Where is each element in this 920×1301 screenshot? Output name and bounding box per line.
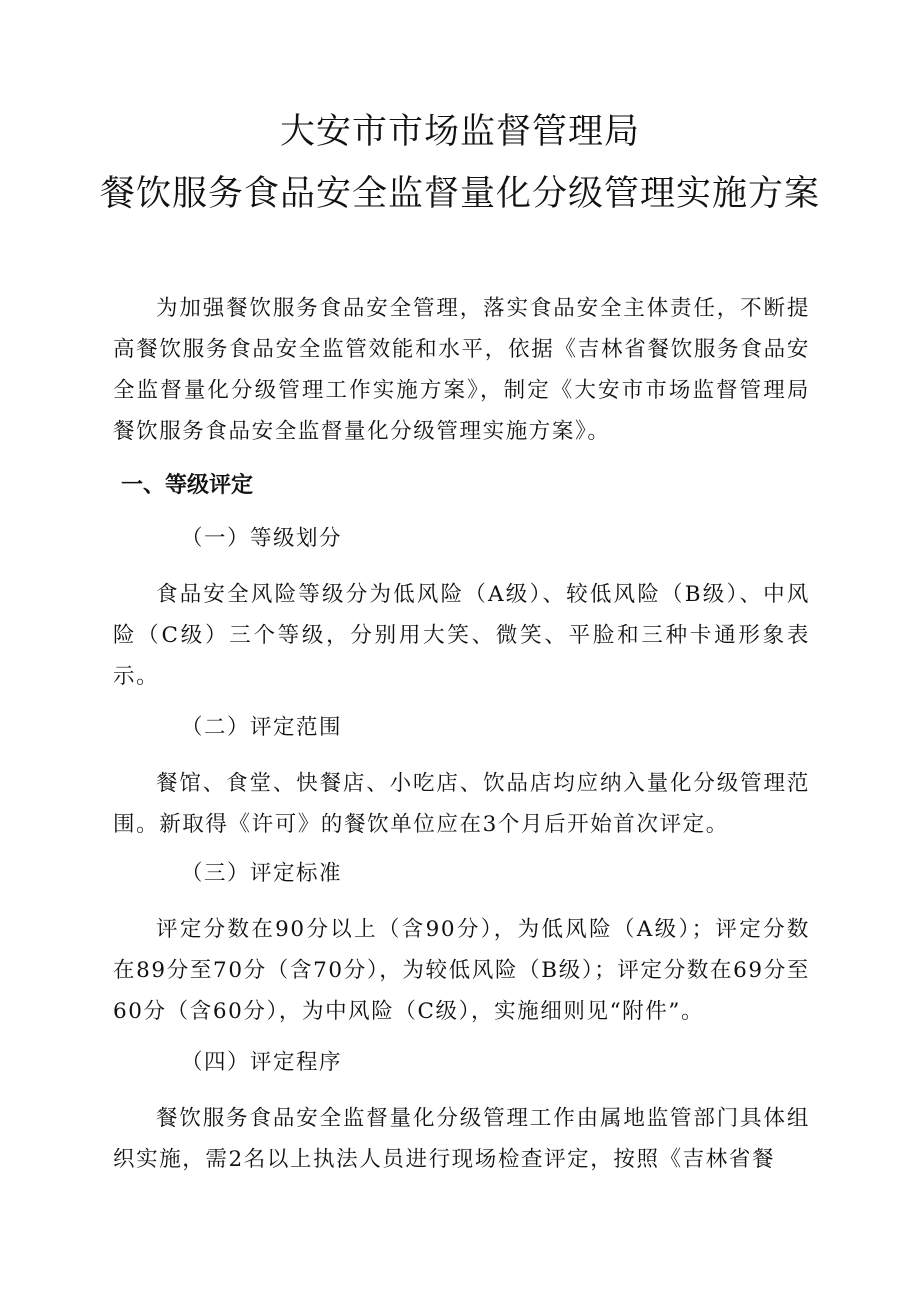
subheading-grade-division: （一）等级划分 [181,526,343,551]
subheading-evaluation-procedure: （四）评定程序 [181,1050,343,1075]
intro-paragraph: 为加强餐饮服务食品安全管理，落实食品安全主体责任，不断提高餐饮服务食品安全监管效能和水平，依据《吉林省餐饮服务食品安全监督量化分级管理工作实施方案》，制定《大安市市场监督管理局餐饮服务食品安全监督量化分级管理实施方案》。 [113,296,810,444]
paragraph-grade-division: 食品安全风险等级分为低风险（A级）、较低风险（B级）、中风险（C级）三个等级，分别用大笑、微笑、平脸和三种卡通形象表示。 [113,582,810,689]
section-heading-grade-evaluation: 一、等级评定 [121,473,254,498]
paragraph-evaluation-scope: 餐馆、食堂、快餐店、小吃店、饮品店均应纳入量化分级管理范围。新取得《许可》的餐饮单位应在3个月后开始首次评定。 [113,771,810,837]
paragraph-evaluation-procedure: 餐饮服务食品安全监督量化分级管理工作由属地监管部门具体组织实施，需2名以上执法人员进行现场检查评定，按照《吉林省餐 [113,1106,810,1172]
subheading-evaluation-standard: （三）评定标准 [181,861,343,886]
paragraph-evaluation-standard: 评定分数在90分以上（含90分），为低风险（A级）；评定分数在89分至70分（含70分），为较低风险（B级）；评定分数在69分至60分（含60分），为中风险（C级），实施细则见“附件”。 [113,917,810,1024]
document-title-line1: 大安市市场监督管理局 [279,112,640,152]
subheading-evaluation-scope: （二）评定范围 [181,715,343,740]
document-title-line2: 餐饮服务食品安全监督量化分级管理实施方案 [99,174,820,214]
